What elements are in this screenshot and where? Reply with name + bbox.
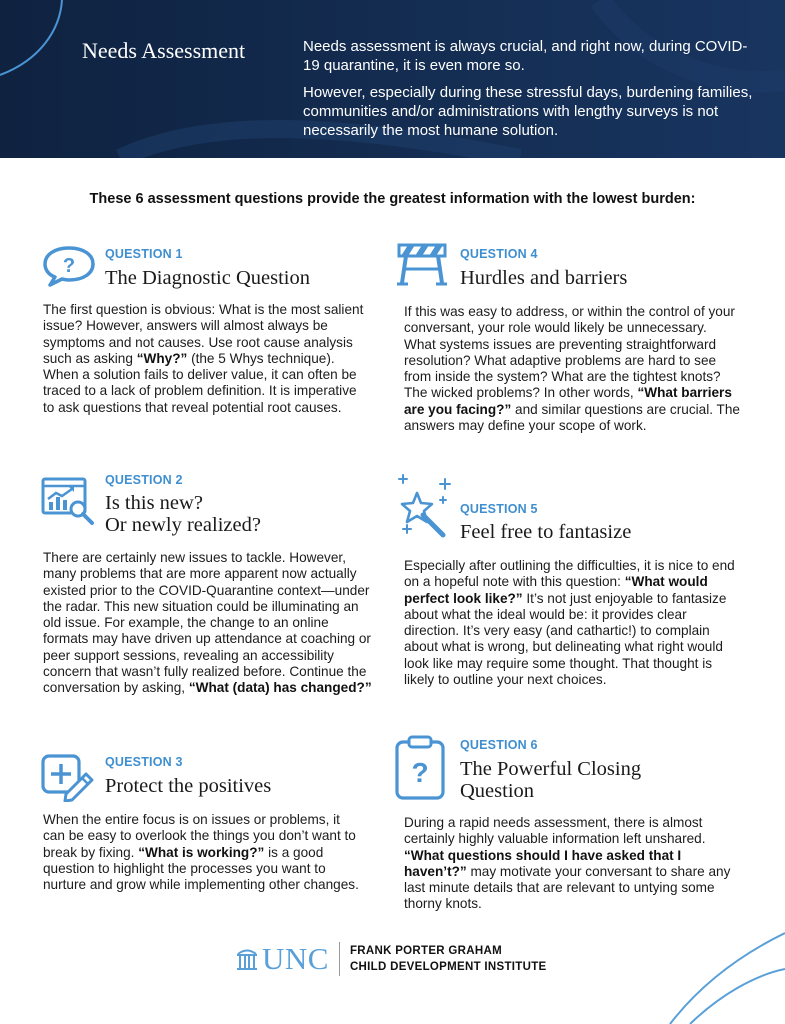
key-question-text: “Why?” <box>136 350 188 366</box>
question-title-line: The Powerful Closing <box>460 758 642 780</box>
question-body <box>43 302 365 416</box>
page-title: Needs Assessment <box>82 38 246 63</box>
decorative-curve <box>660 925 785 1024</box>
key-question-text: “What barriers are you facing?” <box>404 385 732 417</box>
body-text: may motivate your conversant to share any last minute details that are relevant to untying some thorny knots. <box>404 863 731 912</box>
unc-logo-text: UNC <box>262 941 329 976</box>
question-title: Hurdles and barriers <box>460 267 628 289</box>
question-title-line: Or newly realized? <box>105 514 261 536</box>
question-body <box>404 558 744 688</box>
barrier-icon <box>396 241 448 287</box>
speech-bubble-question-icon <box>42 244 96 288</box>
body-text: The first question is obvious: What is the most salient issue? However, answers will almost always be symptoms and not causes. Use root cause analysis such as asking <box>43 302 364 366</box>
question-title: Protect the positives <box>105 775 272 797</box>
key-question-text: “What (data) has changed?” <box>188 680 372 696</box>
organization-name <box>350 943 547 975</box>
key-question-text: “What questions should I have asked that I haven’t?” <box>404 847 682 879</box>
header-description <box>303 37 763 140</box>
question-title: The Diagnostic Question <box>105 267 310 289</box>
question-body <box>43 550 373 697</box>
body-text: It’s not just enjoyable to fantasize about what the ideal would be: it provides clear direction. It’s very easy (and cathartic!) to complain about what is wrong, but delineating what right would look like may require some thought. That thought is likely to outline your next choices. <box>404 590 727 688</box>
svg-text:?: ? <box>411 757 429 788</box>
intro-heading: These 6 assessment questions provide the greatest information with the lowest burden: <box>89 191 696 207</box>
question-label: QUESTION 6 <box>460 738 538 752</box>
body-text: and similar questions are crucial. The answers may define your scope of work. <box>404 401 740 434</box>
question-title <box>105 492 261 536</box>
body-text: During a rapid needs assessment, there is almost certainly highly valuable information left unshared. <box>404 815 706 847</box>
question-label: QUESTION 1 <box>105 247 183 261</box>
question-body <box>404 304 740 434</box>
question-label: QUESTION 2 <box>105 473 183 487</box>
footer-divider <box>339 942 340 976</box>
question-body <box>43 812 363 893</box>
body-text: If this was easy to address, or within the control of your conversant, your role would likely be unnecessary. What systems issues are preventing straightforward resolution? What adaptive problems are hard to see from inside the system? What are the tightest knots? The wicked problems? In other words, <box>404 304 735 401</box>
header-paragraph: Needs assessment is always crucial, and right now, during COVID-19 quarantine, it is even more so. <box>303 38 748 74</box>
old-well-icon <box>236 946 258 972</box>
question-title: Feel free to fantasize <box>460 521 632 543</box>
header-banner <box>0 0 785 158</box>
body-text: Especially after outlining the difficulties, it is nice to end on a hopeful note with this question: <box>404 558 735 590</box>
organization-line: FRANK PORTER GRAHAM <box>349 945 502 957</box>
key-question-text: “What is working?” <box>138 844 265 860</box>
body-text: (the 5 Whys technique). When a solution fails to deliver value, it can often be traced to a lack of problem definition. It is imperative to ask questions that reveal potential root causes. <box>43 350 357 415</box>
add-edit-icon <box>40 752 96 802</box>
question-label: QUESTION 5 <box>460 502 538 516</box>
chart-magnifier-icon <box>40 475 96 527</box>
magic-wand-icon <box>393 471 455 543</box>
svg-text:?: ? <box>62 255 76 277</box>
question-title-line: Question <box>460 780 535 802</box>
clipboard-question-icon <box>394 734 450 802</box>
body-text: is a good question to highlight the processes you want to nurture and grow while implementing other changes. <box>43 844 359 893</box>
footer-logo <box>236 941 547 977</box>
question-body <box>404 815 744 913</box>
key-question-text: “What would perfect look like?” <box>404 574 708 606</box>
body-text: When the entire focus is on issues or problems, it can be easy to overlook the things you don’t want to break by fixing. <box>43 812 356 860</box>
header-paragraph: However, especially during these stressful days, burdening families, communities and/or administrations with lengthy surveys is not necessarily the most humane solution. <box>303 84 753 139</box>
body-text: There are certainly new issues to tackle. However, many problems that are more apparent now actually existed prior to the COVID-Quarantine context—under the radar. This new situation could be illuminating an old issue. For example, the change to an online formats may have driven up attendance at coaching or peer support sessions, revealing an accessibility concern that wasn’t fully realized before. Continue the conversation by asking, <box>43 550 371 696</box>
organization-line: CHILD DEVELOPMENT INSTITUTE <box>349 961 547 973</box>
question-label: QUESTION 4 <box>460 247 538 261</box>
question-title-line: Is this new? <box>105 492 203 514</box>
question-title <box>460 758 641 802</box>
question-label: QUESTION 3 <box>105 755 183 769</box>
